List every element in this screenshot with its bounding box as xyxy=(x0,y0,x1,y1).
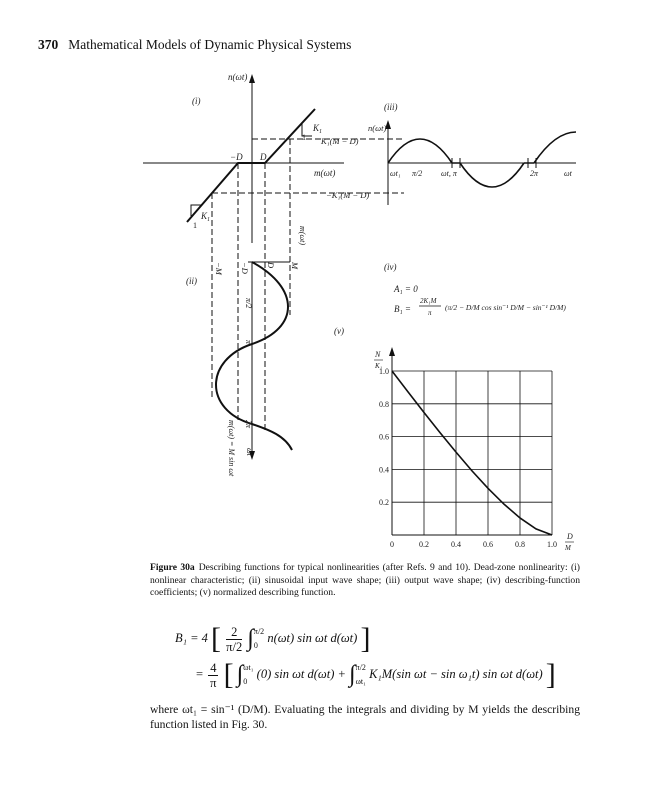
nd-ytick-label: 1.0 xyxy=(379,367,389,376)
caption-label: Figure 30a xyxy=(150,562,195,573)
nd-xtick-label: 0.6 xyxy=(483,540,493,549)
nd-xlabel-bot: M xyxy=(565,544,571,552)
eq2-limits-2: π/2 ωt₁ xyxy=(355,663,366,686)
label-rot-m-wt: m(ωt) xyxy=(298,226,307,245)
coef-b1-num: 2K₁M xyxy=(420,297,437,305)
nd-ytick-label: 0.4 xyxy=(379,465,389,475)
label-wt1: ωt₁ xyxy=(390,169,401,178)
label-one-lower: 1 xyxy=(193,221,197,230)
deadzone-curve xyxy=(187,109,315,222)
label-rot-pi: π xyxy=(244,340,253,345)
nd-ytick-label: 0.8 xyxy=(379,399,389,409)
panel-label-iii: (iii) xyxy=(384,102,398,112)
label-rot-two-pi: 2π xyxy=(244,420,253,429)
eq1-limits: π/2 0 xyxy=(253,627,265,650)
label-one-upper: 1 xyxy=(302,133,306,142)
figure-caption xyxy=(150,562,580,600)
equation-line-2 xyxy=(196,660,556,690)
label-rot-d: D xyxy=(266,262,276,269)
label-rot-m: M xyxy=(290,262,300,270)
label-d: D xyxy=(260,152,267,162)
output-wave xyxy=(388,132,576,187)
label-pi-half: π/2 xyxy=(412,169,423,178)
nd-series xyxy=(392,371,552,535)
nd-tick-labels xyxy=(379,367,557,549)
label-k1-upper: $K_1$ xyxy=(313,123,323,135)
eq2-limits-1: ωt₁ 0 xyxy=(243,663,254,686)
coef-b1-lhs: B₁ = xyxy=(394,304,411,314)
label-k1-m-minus-d: K₁(M − D) xyxy=(321,136,359,146)
nd-ylabel-top: N xyxy=(375,350,381,359)
nd-ytick-label: 0.6 xyxy=(379,432,389,442)
nd-ytick-label: 0.2 xyxy=(379,498,389,508)
panel-i-characteristic xyxy=(143,74,404,430)
eq2-integrand-2: K₁M(sin ωt − sin ω₁t) sin ωt d(ωt) xyxy=(369,666,543,681)
nd-y-arrow xyxy=(389,347,395,356)
body-paragraph: where ωt₁ = sin⁻¹ (D/M). Evaluating the integrals and dividing by M yields the describing function listed in Fig. 30. xyxy=(150,703,580,731)
label-wt-iii: ωt xyxy=(564,169,572,178)
eq1-bracket-close: ] xyxy=(360,622,371,655)
label-rot-minus-d: −D xyxy=(240,262,250,274)
nd-ylabel-bot: K₁ xyxy=(375,362,383,370)
nd-xlabel-top: D xyxy=(567,532,573,541)
eq1-frac: $\frac{2}{\pi/2}$ xyxy=(226,624,243,654)
nd-xtick-label: 0 xyxy=(390,540,394,549)
label-two-pi: 2π xyxy=(530,169,539,178)
label-wt-pi: ωt, π xyxy=(441,169,457,178)
panel-v-frame xyxy=(389,347,552,535)
panel-label-i: (i) xyxy=(192,96,201,106)
coef-a1: A₁ = 0 xyxy=(394,284,418,294)
eq2-integral-2: ∫ xyxy=(349,661,356,688)
eq1-bracket-open: [ xyxy=(211,622,222,655)
eq2-frac: $\frac{4}{\pi}$ xyxy=(210,660,217,690)
nd-grid xyxy=(392,371,552,535)
eq1-integrand: n(ωt) sin ωt d(ωt) xyxy=(267,630,358,645)
panel-label-v: (v) xyxy=(334,326,344,336)
nd-xtick-label: 1.0 xyxy=(547,540,557,549)
label-rot-wt: ωt xyxy=(245,448,254,456)
panel-iii-output xyxy=(385,120,576,205)
label-minus-d: −D xyxy=(230,152,243,162)
panel-label-ii: (ii) xyxy=(186,276,197,286)
nd-curve-0 xyxy=(392,371,552,535)
coef-b1-rest: (π/2 − D/M cos sin⁻¹ D/M − sin⁻¹ D/M) xyxy=(445,303,566,312)
label-n-wt: n(ωt) xyxy=(228,72,248,82)
nd-xtick-label: 0.8 xyxy=(515,540,525,549)
page-number: 370 xyxy=(38,37,59,52)
eq2-integrand-1: (0) sin ωt d(ωt) + xyxy=(256,666,346,681)
coef-b1-den: π xyxy=(428,309,432,317)
eq1-lhs: B₁ = 4 xyxy=(175,630,208,645)
eq2-bracket-close: ] xyxy=(545,658,556,691)
nd-xtick-label: 0.2 xyxy=(419,540,429,549)
label-rot-minus-m: −M xyxy=(214,262,224,275)
label-minus-k1-m-minus-d: −K₁(M − D) xyxy=(326,190,370,200)
eq2-integral-1: ∫ xyxy=(236,661,244,688)
eq1-integral: ∫ xyxy=(247,625,254,652)
label-rot-m-eq: m(ωt) = M sin ωt xyxy=(227,420,236,477)
equation-line-1 xyxy=(175,624,370,654)
label-k1-lower: $K_1$ xyxy=(201,211,211,223)
nd-xtick-label: 0.4 xyxy=(451,540,461,549)
eq2-equals: = xyxy=(196,666,204,681)
label-m-wt: m(ωt) xyxy=(314,168,336,178)
panel-i-y-arrow xyxy=(249,74,255,83)
running-title: Mathematical Models of Dynamic Physical Systems xyxy=(68,37,352,52)
label-n-wt-iii: n(ωt) xyxy=(368,123,387,133)
eq2-bracket-open: [ xyxy=(223,658,234,691)
label-rot-pi2: π/2 xyxy=(244,298,253,309)
panel-label-iv: (iv) xyxy=(384,262,397,272)
caption-text: Describing functions for typical nonlinearities (after Refs. 9 and 10). Dead-zone nonlinearity: (i) nonlinear characteristic; (ii) sinusoidal input wave shape; (iii) output wave shape; (iv) describing-function coefficients; (v) normalized describing function. xyxy=(150,562,580,599)
